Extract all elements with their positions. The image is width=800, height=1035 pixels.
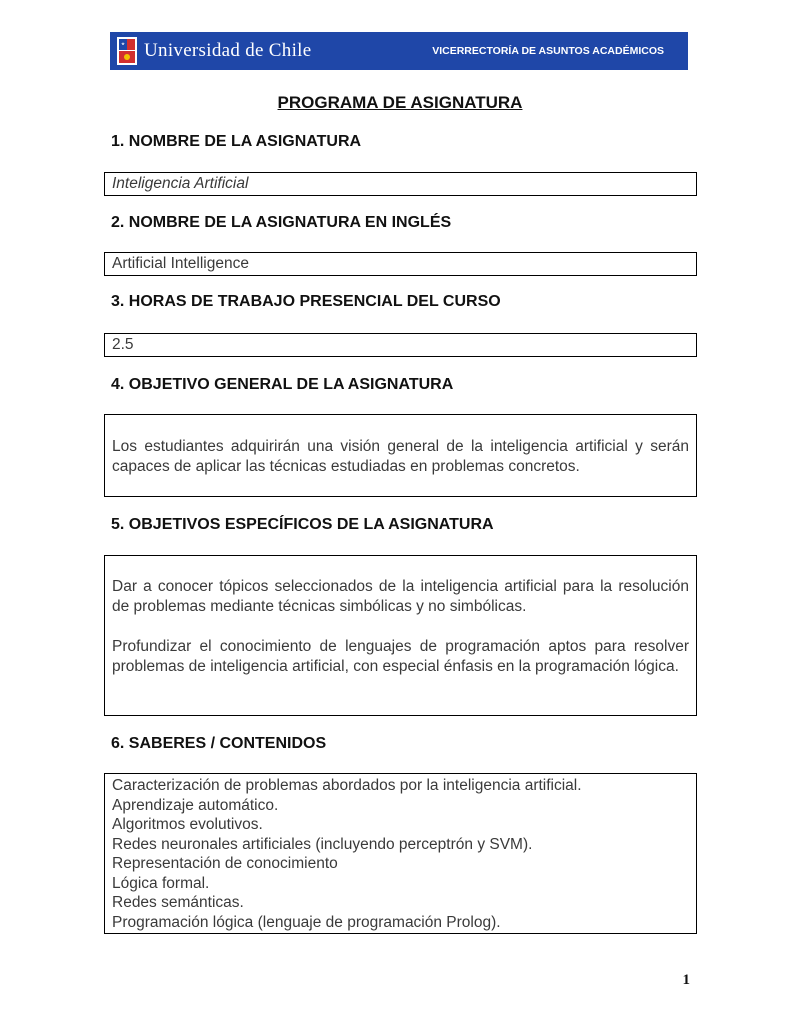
header-banner xyxy=(110,32,688,70)
section-4-heading: 4. OBJETIVO GENERAL DE LA ASIGNATURA xyxy=(111,376,454,393)
course-name-english-value: Artificial Intelligence xyxy=(112,255,249,272)
course-name-value: Inteligencia Artificial xyxy=(112,175,249,192)
content-item: Redes neuronales artificiales (incluyendo perceptrón y SVM). xyxy=(112,835,533,853)
content-item: Algoritmos evolutivos. xyxy=(112,816,263,833)
specific-objectives-box xyxy=(104,555,697,716)
vicerrectoria-label: VICERRECTORÍA DE ASUNTOS ACADÉMICOS xyxy=(432,45,664,57)
section-3-heading: 3. HORAS DE TRABAJO PRESENCIAL DEL CURSO xyxy=(111,293,501,310)
university-crest-icon xyxy=(116,36,138,66)
content-item: Redes semánticas. xyxy=(112,894,244,911)
content-item: Representación de conocimiento xyxy=(112,855,338,872)
content-item: Aprendizaje automático. xyxy=(112,796,279,814)
specific-objective-1: Dar a conocer tópicos seleccionados de la inteligencia artificial para la resolución de problemas mediante técnicas simbólicas y no simbólicas. xyxy=(112,578,689,615)
page-title xyxy=(0,93,800,113)
section-1-heading: 1. NOMBRE DE LA ASIGNATURA xyxy=(111,133,362,150)
course-name-english-box xyxy=(104,252,697,276)
content-item: Programación lógica (lenguaje de programación Prolog). xyxy=(112,913,501,931)
section-6-heading: 6. SABERES / CONTENIDOS xyxy=(111,735,327,752)
section-5-heading: 5. OBJETIVOS ESPECÍFICOS DE LA ASIGNATURA xyxy=(111,516,494,533)
contents-box xyxy=(104,773,697,934)
section-2-heading: 2. NOMBRE DE LA ASIGNATURA EN INGLÉS xyxy=(111,214,452,231)
page-number: 1 xyxy=(682,972,690,988)
page-title-text: PROGRAMA DE ASIGNATURA xyxy=(277,93,523,112)
general-objective-text: Los estudiantes adquirirán una visión general de la inteligencia artificial y serán capaces de aplicar las técnicas estudiadas en problemas concretos. xyxy=(112,438,689,475)
specific-objective-2: Profundizar el conocimiento de lenguajes de programación aptos para resolver problemas de inteligencia artificial, con especial énfasis en la programación lógica. xyxy=(112,638,689,675)
content-item: Caracterización de problemas abordados por la inteligencia artificial. xyxy=(112,777,582,794)
hours-value: 2.5 xyxy=(112,336,134,353)
general-objective-box xyxy=(104,414,697,497)
hours-box xyxy=(104,333,697,357)
course-name-box xyxy=(104,172,697,196)
content-item: Lógica formal. xyxy=(112,874,210,892)
university-name: Universidad de Chile xyxy=(144,40,312,61)
